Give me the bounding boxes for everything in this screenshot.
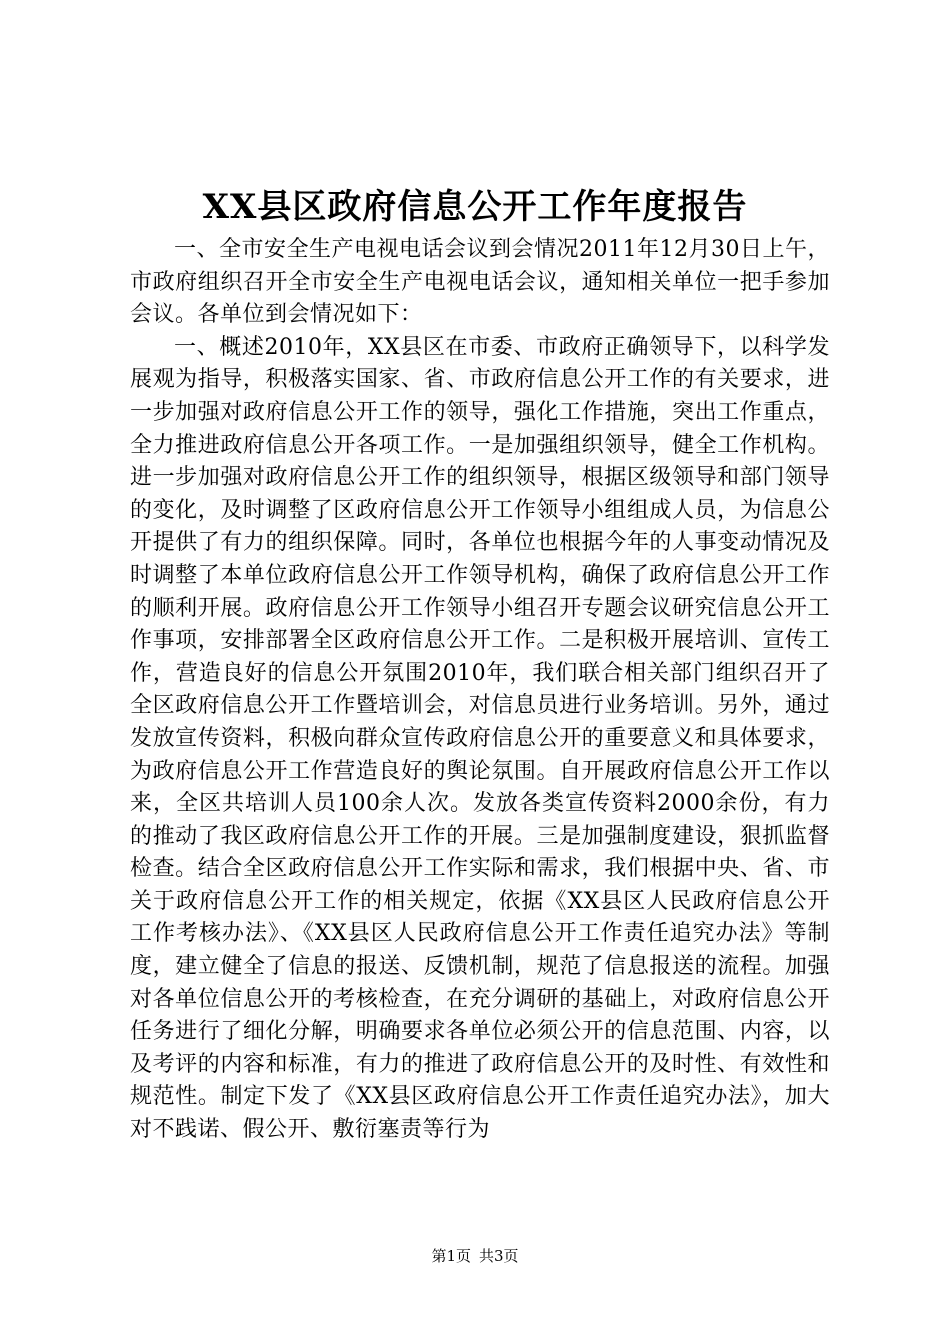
page-footer <box>0 1245 950 1266</box>
document-body <box>130 234 830 1147</box>
page-number: 第1页 <box>431 1247 471 1265</box>
page-total: 共3页 <box>479 1247 519 1265</box>
document-title: XX县区政府信息公开工作年度报告 <box>202 187 748 227</box>
paragraph-meeting-attendance: 一、全市安全生产电视电话会议到会情况2011年12月30日上午，市政府组织召开全市安全生产电视电话会议，通知相关单位一把手参加会议。各单位到会情况如下： <box>130 237 830 328</box>
paragraph-overview: 一、概述2010年，XX县区在市委、市政府正确领导下，以科学发展观为指导，积极落实国家、省、市政府信息公开工作的有关要求，进一步加强对政府信息公开工作的领导，强化工作措施，突出工作重点，全力推进政府信息公开各项工作。一是加强组织领导，健全工作机构。进一步加强对政府信息公开工作的组织领导，根据区级领导和部门领导的变化，及时调整了区政府信息公开工作领导小组组成人员，为信息公开提供了有力的组织保障。同时，各单位也根据今年的人事变动情况及时调整了本单位政府信息公开工作领导机构，确保了政府信息公开工作的顺利开展。政府信息公开工作领导小组召开专题会议研究信息公开工作事项，安排部署全区政府信息公开工作。二是积极开展培训、宣传工作，营造良好的信息公开氛围2010年，我们联合相关部门组织召开了全区政府信息公开工作暨培训会，对信息员进行业务培训。另外，通过发放宣传资料，积极向群众宣传政府信息公开的重要意义和具体要求，为政府信息公开工作营造良好的舆论氛围。自开展政府信息公开工作以来，全区共培训人员100余人次。发放各类宣传资料2000余份，有力的推动了我区政府信息公开工作的开展。三是加强制度建设，狠抓监督检查。结合全区政府信息公开工作实际和需求，我们根据中央、省、市关于政府信息公开工作的相关规定，依据《XX县区人民政府信息公开工作考核办法》、《XX县区人民政府信息公开工作责任追究办法》等制度，建立健全了信息的报送、反馈机制，规范了信息报送的流程。加强对各单位信息公开的考核检查，在充分调研的基础上，对政府信息公开任务进行了细化分解，明确要求各单位必须公开的信息范围、内容，以及考评的内容和标准，有力的推进了政府信息公开的及时性、有效性和规范性。制定下发了《XX县区政府信息公开工作责任追究办法》，加大对不践诺、假公开、敷衍塞责等行为 <box>130 334 830 1143</box>
